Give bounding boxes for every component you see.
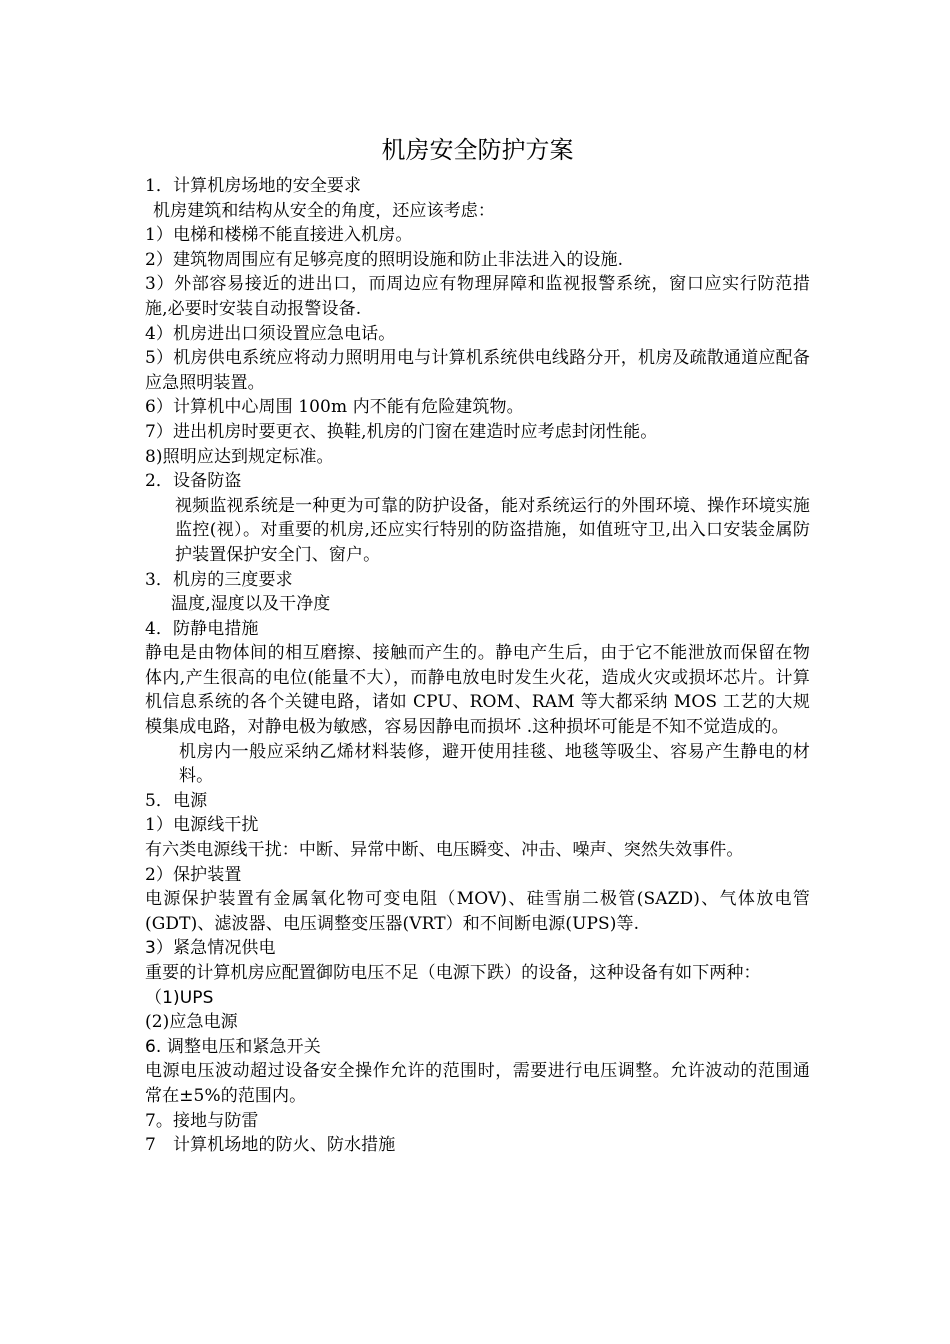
paragraph: 电源电压波动超过设备安全操作允许的范围时，需要进行电压调整。允许波动的范围通常在±5%的范围内。 bbox=[145, 1061, 810, 1106]
list-item: 4）机房进出口须设置应急电话。 bbox=[145, 323, 396, 344]
section-heading-4: 4．防静电措施 bbox=[145, 618, 259, 639]
paragraph: 温度,湿度以及干净度 bbox=[171, 594, 331, 615]
section-heading-5: 5．电源 bbox=[145, 790, 208, 811]
paragraph: 有六类电源线干扰：中断、异常中断、电压瞬变、冲击、噪声、突然失效事件。 bbox=[145, 840, 744, 861]
doc-title: 机房安全防护方案 bbox=[381, 136, 574, 164]
paragraph: 电源保护装置有金属氧化物可变电阻（MOV)、硅雪崩二极管(SAZD)、气体放电管(GDT)、滤波器、电压调整变压器(VRT）和不间断电源(UPS)等. bbox=[145, 889, 810, 934]
section-heading-2: 2．设备防盗 bbox=[145, 471, 242, 492]
sub-heading: 3）紧急情况供电 bbox=[145, 938, 276, 959]
section-heading-1: 1．计算机房场地的安全要求 bbox=[145, 176, 362, 196]
list-item: 1）电梯和楼梯不能直接进入机房。 bbox=[145, 225, 413, 246]
section-heading-7: 7。接地与防雷 bbox=[145, 1110, 259, 1131]
list-item: （1)UPS bbox=[145, 987, 214, 1008]
list-item: 6）计算机中心周围 100m 内不能有危险建筑物。 bbox=[145, 397, 524, 418]
paragraph: 视频监视系统是一种更为可靠的防护设备，能对系统运行的外围环境、操作环境实施监控(视）。对重要的机房,还应实行特别的防盗措施，如值班守卫,出入口安装金属防护装置保护安全门、窗户。 bbox=[175, 495, 810, 565]
section-heading-6: 6. 调整电压和紧急开关 bbox=[145, 1036, 321, 1057]
section-heading-3: 3．机房的三度要求 bbox=[145, 569, 293, 590]
paragraph: 机房建筑和结构从安全的角度，还应该考虑： bbox=[153, 200, 495, 221]
list-item: (2)应急电源 bbox=[145, 1012, 238, 1033]
list-item: 2）建筑物周围应有足够亮度的照明设施和防止非法进入的设施. bbox=[145, 249, 624, 270]
paragraph: 重要的计算机房应配置御防电压不足（电源下跌）的设备，这种设备有如下两种： bbox=[145, 963, 761, 983]
paragraph: 机房内一般应采纳乙烯材料装修，避开使用挂毯、地毯等吸尘、容易产生静电的材料。 bbox=[179, 741, 810, 787]
section-heading-8: 7 计算机场地的防火、防水措施 bbox=[145, 1135, 396, 1156]
list-item: 7）进出机房时要更衣、换鞋,机房的门窗在建造时应考虑封闭性能。 bbox=[145, 421, 658, 442]
sub-heading: 1）电源线干扰 bbox=[145, 815, 259, 836]
list-item: 3）外部容易接近的进出口，而周边应有物理屏障和监视报警系统，窗口应实行防范措施,必要时安装自动报警设备. bbox=[145, 274, 810, 319]
list-item: 5）机房供电系统应将动力照明用电与计算机系统供电线路分开，机房及疏散通道应配备应急照明装置。 bbox=[145, 348, 810, 393]
list-item: 8)照明应达到规定标准。 bbox=[145, 446, 334, 467]
document-page bbox=[145, 130, 810, 1158]
sub-heading: 2）保护装置 bbox=[145, 864, 242, 885]
paragraph: 静电是由物体间的相互磨擦、接触而产生的。静电产生后，由于它不能泄放而保留在物体内,产生很高的电位(能量不大），而静电放电时发生火花，造成火灾或损坏芯片。计算机信息系统的各个关键电路，诸如 CPU、ROM、RAM 等大都采纳 MOS 工艺的大规模集成电路，对静电极为敏感，容易因静电而损坏 .这种损坏可能是不知不觉造成的。 bbox=[145, 643, 810, 738]
